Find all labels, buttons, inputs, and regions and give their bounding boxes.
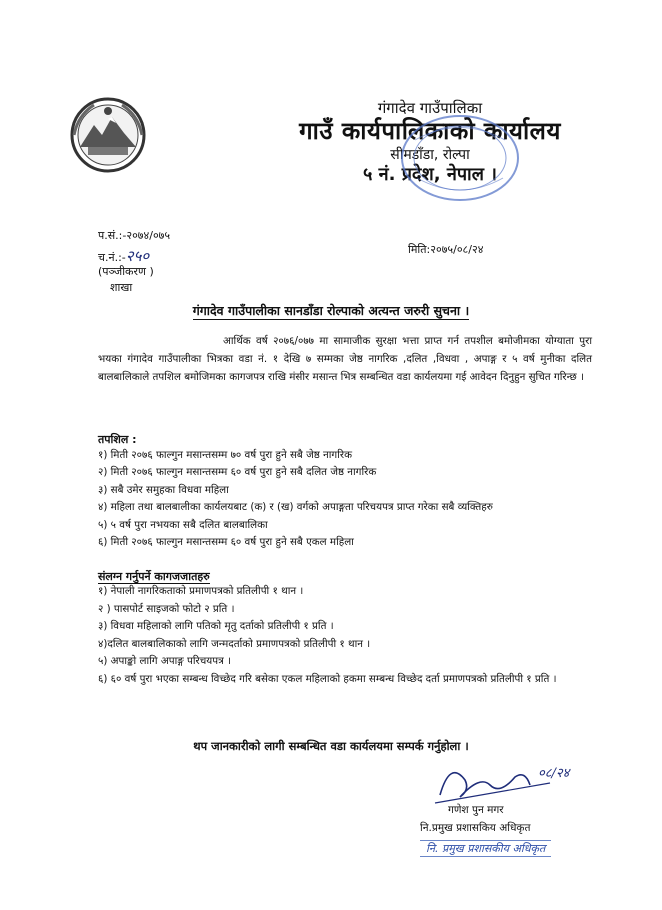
list-item: ४)दलित बालबालिकाको लागि जन्मदर्ताको प्रमाणपत्रको प्रतिलीपी १ थान । xyxy=(98,637,371,650)
government-emblem-icon xyxy=(68,95,148,175)
reference-number: प.सं.:-२०७४/०७५ xyxy=(98,229,171,242)
list-item: ४) महिला तथा बालबालीका कार्यलयबाट (क) र (ख) वर्गको अपाङ्गता परिचयपत्र प्राप्त गरेका सबै व्यक्तिहरु xyxy=(98,501,493,514)
signatory-name: गणेश पुन मगर xyxy=(448,804,504,816)
province-line: ५ नं. प्रदेश, नेपाल । xyxy=(362,164,498,185)
dispatch-value-handwritten: २५० xyxy=(125,247,150,265)
notice-body xyxy=(98,332,592,386)
notice-body-text: आर्थिक वर्ष २०७६/०७७ मा सामाजीक सुरक्षा भत्ता प्राप्त गर्न तपशील बमोजीमका योग्याता पुरा भयका गंगादेव गाउँपालीका भित्रका वडा नं. १ देखि ७ सम्मका जेष्ठ नागरिक ,दलित ,विधवा , अपाङ्ग र ५ वर्ष मुनीका दलित बालबालिकाले तपशिल बमोजिमका कागजपत्र राखि मंसीर मसान्त भित्र सम्बन्धित वडा कार्यलयमा गई आवेदन दिनुहुन सुचित गरिन्छ । xyxy=(98,335,592,383)
official-stamp-icon xyxy=(395,110,525,205)
register-note: (पञ्जीकरण ) xyxy=(98,265,154,278)
office-location: सीमडाँडा, रोल्पा xyxy=(390,147,470,163)
documents-heading: संलग्न गर्नुपर्ने कागजजातहरु xyxy=(98,570,210,583)
list-item: ५) अपाङ्को लागि अपाङ्ग परिचयपत्र । xyxy=(98,655,231,668)
closing-note: थप जानकारीको लागी सम्बन्धित वडा कार्यलयमा सम्पर्क गर्नुहोला । xyxy=(193,739,469,753)
dispatch-number xyxy=(98,246,149,266)
municipality-name: गंगादेव गाउँपालिका xyxy=(377,99,483,117)
office-title: गाउँ कार्यपालिकाको कार्यालय xyxy=(299,117,561,145)
list-item: ६) मिती २०७६ फाल्गुन मसान्तसम्म ६० वर्ष पुरा हुने सबै एकल महिला xyxy=(98,536,354,549)
list-item: २ ) पासपोर्ट साइजको फोटो २ प्रति । xyxy=(98,602,235,615)
branch-label: शाखा xyxy=(110,281,133,294)
title-stamp: नि. प्रमुख प्रशासकीय अधिकृत xyxy=(420,840,551,857)
details-heading: तपशिल : xyxy=(98,433,137,446)
list-item: ५) ५ वर्ष पुरा नभयका सबै दलित बालबालिका xyxy=(98,518,268,531)
list-item: १) मिती २०७६ फाल्गुन मसान्तसम्म ७० वर्ष पुरा हुने सबै जेष्ठ नागरिक xyxy=(98,449,353,461)
notice-subject: गंगादेव गाउँपालीका सानडाँडा रोल्पाको अत्यन्त जरुरी सुचना । xyxy=(192,303,470,318)
signature-date: ०८/२४ xyxy=(538,766,570,781)
list-item: १) नेपाली नागरिकताको प्रमाणपत्रको प्रतिलीपी १ थान । xyxy=(98,585,304,597)
list-item: ३) विधवा महिलाको लागि पतिको मृतु दर्ताको प्रतिलीपी १ प्रति । xyxy=(98,620,334,633)
signatory-title: नि.प्रमुख प्रशासकिय अधिकृत xyxy=(420,822,531,834)
eligibility-list xyxy=(98,447,598,551)
list-item: २) मिती २०७६ फाल्गुन मसान्तसम्म ६० वर्ष पुरा हुने सबै दलित जेष्ठ नागरिक xyxy=(98,466,377,479)
list-item: ३) सबै उमेर समुहका विधवा महिला xyxy=(98,483,229,496)
list-item: ६) ६० वर्ष पुरा भएका सम्बन्ध विच्छेद गरि बसेका एकल महिलाको हकमा सम्बन्ध विच्छेद दर्ता प्रमाणपत्रको प्रतिलीपी १ प्रति । xyxy=(98,672,557,685)
document-date: मिति:२०७५/०८/२४ xyxy=(408,243,484,256)
dispatch-label: च.नं.:- xyxy=(98,251,126,264)
documents-list xyxy=(98,583,598,689)
